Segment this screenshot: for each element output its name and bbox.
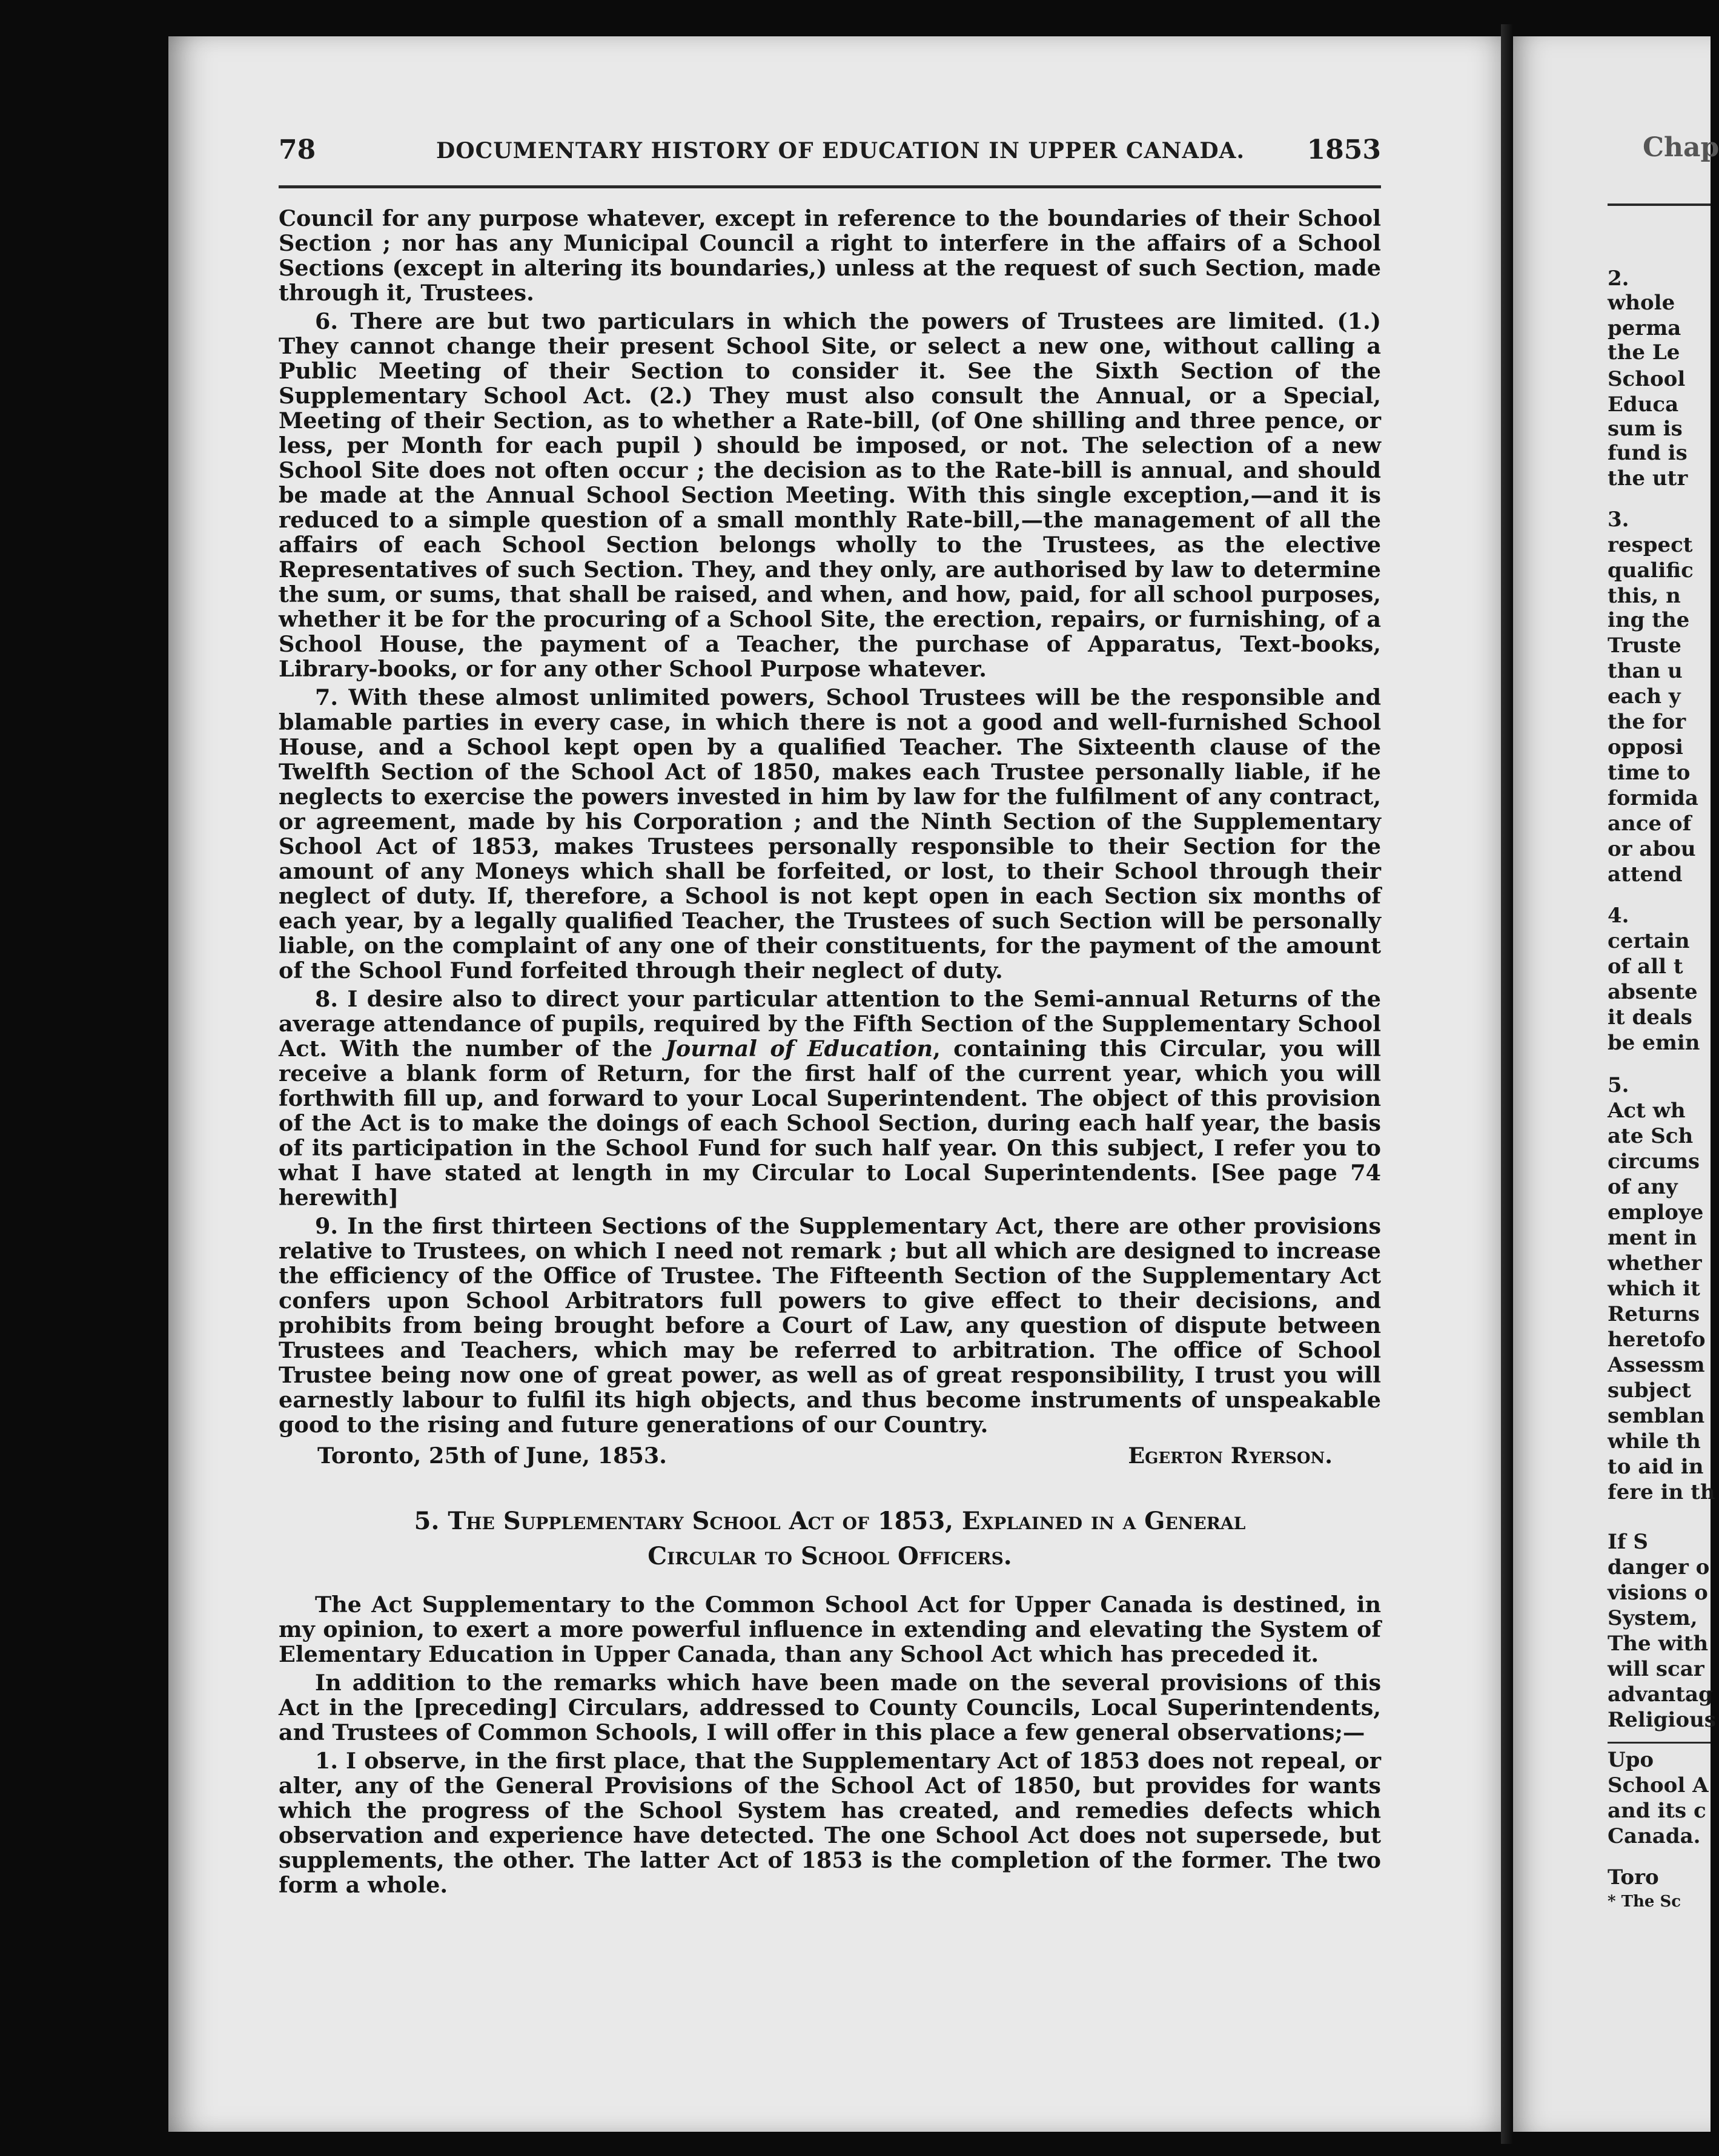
section-title xyxy=(315,1504,1345,1574)
right-page-line: it deals xyxy=(1608,1005,1692,1030)
right-page-line: of all t xyxy=(1608,954,1683,979)
right-page-line: or abou xyxy=(1608,837,1696,861)
right-page-line: perma xyxy=(1608,316,1681,340)
right-page-line: certain xyxy=(1608,929,1690,953)
right-page-line: 4. xyxy=(1608,904,1629,928)
right-page-header: Chap xyxy=(1643,132,1719,163)
right-page-line: this, n xyxy=(1608,584,1681,608)
right-page-line: whether xyxy=(1608,1251,1702,1275)
paragraph-6: 6. There are but two particulars in which the powers of Trustees are limited. (1.) They cannot change their present School Site, or select a new one, without calling a Public Meeting of their Section to consider it. See the Sixth Section of the Supplementary School Act. (2.) They must also consult the Annual, or a Special, Meeting of their Section, as to whether a Rate-bill, (of One shilling and three pence, or less, per Month for each pupil ) should be imposed, or not. The selection of a new School Site does not often occur ; the decision as to the Rate-bill is annual, and should be made at the Annual School Section Meeting. With this single exception,—and it is reduced to a simple question of a small monthly Rate-bill,—the management of all the affairs of each School Section belongs wholly to the Trustees, as the elective Representatives of such Section. They, and they only, are authorised by law to determine the sum, or sums, that shall be raised, and when, and how, paid, for all school purposes, whether it be for the procuring of a School Site, the erection, repairs, or furnishing, of a School House, the payment of a Teacher, the purchase of Apparatus, Text-books, Library-books, or for any other School Purpose whatever. xyxy=(279,308,1381,682)
right-page-line: Act wh xyxy=(1608,1099,1686,1123)
right-page-line: ance of xyxy=(1608,812,1692,836)
paragraph-8-part-a: 8. I desire also to direct your particular attention to the Semi-annual Returns of the average attendance of pupils, required by the Fifth Section of the Supplementary School Act. With the number of the xyxy=(279,986,1381,1062)
right-page-footnote-rule xyxy=(1608,1742,1711,1744)
right-page-line: School xyxy=(1608,367,1686,391)
right-page-line: time to xyxy=(1608,761,1691,785)
right-page-line: ate Sch xyxy=(1608,1124,1694,1148)
right-page-line: subject xyxy=(1608,1378,1691,1403)
right-page-line: 5. xyxy=(1608,1073,1629,1097)
right-page-line: attend xyxy=(1608,862,1683,887)
right-page-line: Religious xyxy=(1608,1708,1716,1732)
right-page-line: fund is xyxy=(1608,441,1688,465)
circular-paragraph-1: The Act Supplementary to the Common School Act for Upper Canada is destined, in my opinion, to exert a more powerful influence in extending and elevating the System of Elementary Education in Upper Canada, than any School Act which has preceded it. xyxy=(279,1592,1381,1667)
right-page-line: Truste xyxy=(1608,633,1681,658)
circular-paragraph-2: In addition to the remarks which have been made on the several provisions of this Act in the [preceding] Circulars, addressed to County Councils, Local Superintendents, and Trustees of Common Schools, I will offer in this place a few general observations;— xyxy=(279,1670,1381,1745)
right-page-line: Educa xyxy=(1608,392,1679,417)
right-page-line: Assessm xyxy=(1608,1353,1705,1377)
signature-name: Egerton Ryerson. xyxy=(1128,1443,1333,1469)
page-header xyxy=(279,134,1381,171)
page-number: 78 xyxy=(279,134,316,165)
paragraph-8 xyxy=(279,987,1381,1210)
right-page xyxy=(1513,36,1719,2132)
section-title-line-2: Circular to School Officers. xyxy=(648,1542,1012,1570)
right-page-line: and its c xyxy=(1608,1799,1706,1823)
right-page-line: while th xyxy=(1608,1429,1701,1453)
right-page-line: of any xyxy=(1608,1175,1678,1199)
circular-paragraph-3: 1. I observe, in the first place, that the Supplementary Act of 1853 does not repeal, or alter, any of the General Provisions of the School Act of 1850, but provides for wants which the progress of the School System has created, and remedies defects which observation and experience have detected. The one School Act does not supersede, but supplements, the other. The latter Act of 1853 is the completion of the former. The two form a whole. xyxy=(279,1748,1381,1898)
right-page-line: 2. xyxy=(1608,266,1629,291)
journal-title: Journal of Education xyxy=(665,1036,933,1062)
right-page-line: Returns xyxy=(1608,1302,1700,1326)
right-page-line: will scar xyxy=(1608,1657,1704,1681)
running-title: DOCUMENTARY HISTORY OF EDUCATION IN UPPER CANADA. xyxy=(436,138,1245,164)
section-title-line-1: 5. The Supplementary School Act of 1853, Explained in a General xyxy=(414,1507,1246,1535)
right-page-line: which it xyxy=(1608,1277,1700,1301)
book-binding xyxy=(1501,24,1513,2144)
right-page-line: formida xyxy=(1608,786,1698,810)
right-page-line: visions o xyxy=(1608,1581,1708,1605)
right-page-line: ing the xyxy=(1608,608,1690,632)
right-page-line: heretofo xyxy=(1608,1328,1706,1352)
right-page-line: advantag xyxy=(1608,1682,1713,1707)
right-page-line: sum is xyxy=(1608,417,1683,441)
header-rule xyxy=(279,185,1381,188)
paragraph-continued: Council for any purpose whatever, except in reference to the boundaries of their School Section ; nor has any Municipal Council a right to interfere in the affairs of a School Sections (except in altering its boundaries,) unless at the request of such Section, made through it, Trustees. xyxy=(279,205,1381,306)
right-page-line: danger o xyxy=(1608,1555,1710,1579)
right-page-line: the Le xyxy=(1608,340,1680,365)
right-page-line: than u xyxy=(1608,659,1683,683)
right-page-line: School A xyxy=(1608,1773,1709,1797)
right-page-line: respect xyxy=(1608,533,1693,557)
right-page-line: Toro xyxy=(1608,1865,1659,1890)
right-page-line: semblan xyxy=(1608,1404,1705,1428)
right-page-line: The with xyxy=(1608,1632,1709,1656)
right-page-line: fere in th xyxy=(1608,1480,1715,1504)
right-page-line: circums xyxy=(1608,1149,1700,1174)
right-page-line: * The Sc xyxy=(1608,1893,1681,1911)
paragraph-8-part-b: , containing this Circular, you will receive a blank form of Return, for the first half of the current year, which you will forthwith fill up, and forward to your Local Superintendent. The object of this provision of the Act is to make the doings of each School Section, during each half year, the basis of its participation in the School Fund for such half year. On this subject, I refer you to what I have stated at length in my Circular to Local Superintendents. [See page 74 herewith] xyxy=(279,1036,1381,1211)
right-page-line: opposi xyxy=(1608,735,1683,759)
right-page-line: Canada. xyxy=(1608,1824,1701,1848)
right-page-line: Upo xyxy=(1608,1748,1654,1772)
right-page-line: each y xyxy=(1608,684,1681,709)
right-page-line: the for xyxy=(1608,710,1686,734)
right-page-rule xyxy=(1608,203,1711,206)
signature-place-date: Toronto, 25th of June, 1853. xyxy=(317,1443,667,1469)
signature-row xyxy=(279,1441,1381,1471)
right-page-line: If S xyxy=(1608,1530,1648,1554)
right-page-line: the utr xyxy=(1608,466,1688,491)
right-page-line: employe xyxy=(1608,1200,1704,1225)
right-page-line: be emin xyxy=(1608,1031,1700,1055)
right-page-line: absente xyxy=(1608,980,1698,1004)
right-page-line: 3. xyxy=(1608,508,1629,532)
right-page-line: whole xyxy=(1608,291,1675,315)
page-body xyxy=(279,206,1381,1897)
right-page-line: qualific xyxy=(1608,558,1694,583)
header-year: 1853 xyxy=(1307,134,1381,165)
right-page-line: to aid in xyxy=(1608,1455,1704,1479)
right-page-line: System, xyxy=(1608,1606,1698,1630)
right-page-line: ment in xyxy=(1608,1226,1697,1250)
paragraph-9: 9. In the first thirteen Sections of the Supplementary Act, there are other provisions relative to Trustees, on which I need not remark ; but all which are designed to increase the efficiency of the Office of Trustee. The Fifteenth Section of the Supplementary Act confers upon School Arbitrators full powers to give effect to their decisions, and prohibits from being brought before a Court of Law, any question of dispute between Trustees and Teachers, which may be referred to arbitration. The office of School Trustee being now one of great power, as well as of great responsibility, I trust you will earnestly labour to fulfil its high objects, and thus become instruments of unspeakable good to the rising and future generations of our Country. xyxy=(279,1213,1381,1438)
paragraph-7: 7. With these almost unlimited powers, School Trustees will be the responsible and blamable parties in every case, in which there is not a good and well-furnished School House, and a School kept open by a qualified Teacher. The Sixteenth clause of the Twelfth Section of the School Act of 1850, makes each Trustee personally liable, if he neglects to exercise the powers invested in him by law for the fulfilment of any contract, or agreement, made by his Corporation ; and the Ninth Section of the Supplementary School Act of 1853, makes Trustees personally responsible to their Section for the amount of any Moneys which shall be forfeited, or lost, to their School through their neglect of duty. If, therefore, a School is not kept open in each Section six months of each year, by a legally qualified Teacher, the Trustees of such Section will be personally liable, on the complaint of any one of their constituents, for the payment of the amount of the School Fund forfeited through their neglect of duty. xyxy=(279,684,1381,984)
